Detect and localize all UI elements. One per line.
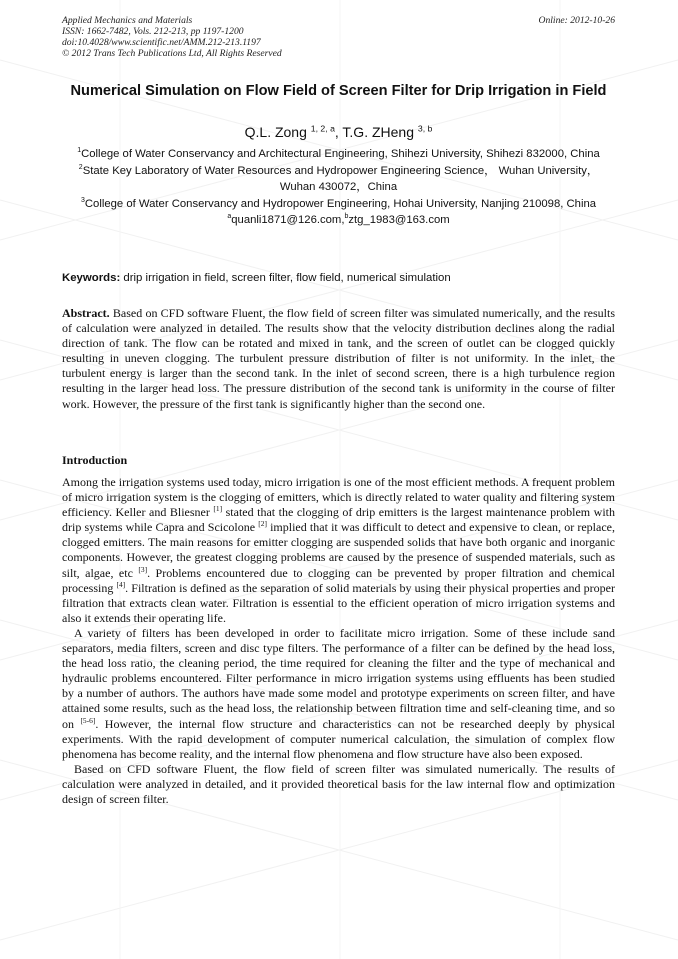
keywords-label: Keywords: (62, 272, 121, 284)
copyright-line: © 2012 Trans Tech Publications Ltd, All Rights Reserved (62, 48, 282, 59)
affiliation-2 (62, 163, 615, 196)
online-date: Online: 2012-10-26 (538, 15, 615, 26)
email-a[interactable]: quanli1871@126.com, (231, 214, 345, 227)
citation-ref-4[interactable]: [4] (116, 579, 126, 589)
author-separator: , (334, 124, 343, 140)
affiliation-3 (62, 196, 615, 213)
keywords-text: drip irrigation in field, screen filter, flow field, numerical simulation (120, 272, 451, 284)
author-1-name: Q.L. Zong (244, 124, 311, 140)
author-2-name: T.G. ZHeng (342, 124, 418, 140)
affiliation-1-text: College of Water Conservancy and Architectural Engineering, Shihezi University, Shihezi 832000, China (81, 148, 600, 160)
intro-paragraph-1 (62, 475, 615, 626)
journal-header (62, 15, 615, 59)
affiliation-2-text: State Key Laboratory of Water Resources and Hydropower Engineering Science， Wuhan University， Wuhan 430072，China (82, 164, 599, 194)
keywords (62, 270, 615, 286)
citation-ref-3[interactable]: [3] (138, 564, 148, 574)
intro-p1-text-2: stated that the clogging of drip emitters is the largest maintenance problem with drip systems while Capra and Scicolone (62, 505, 615, 535)
affiliations (62, 146, 615, 229)
abstract (62, 306, 615, 412)
author-emails (62, 212, 615, 229)
affiliation-1-mark: 1 (77, 147, 82, 155)
abstract-text: Based on CFD software Fluent, the flow field of screen filter was simulated numerically, and the results of calculation were analyzed in detailed. The results show that the velocity distribution declines along the radial direction of tank. The flow can be rotated and mixed in tank, and the screen of outlet can be clogged quickly resulting in uneven clogging. The turbulent pressure distribution of filter is not uniformity. In the inlet, the turbulent energy is larger than the second tank. In the inlet of second screen, there is a high turbulence region resulting in the larger head loss. The pressure distribution of the second tank is uniformity in the course of filter work. However, the pressure of the first tank is significantly higher than the second one. (62, 306, 615, 411)
author-list (62, 124, 615, 141)
journal-name: Applied Mechanics and Materials (62, 15, 193, 26)
intro-p1-text-5: . Filtration is defined as the separation of solid materials by using their physical properties and proper filtration that extracts clean water. Filtration is essential to the efficient operation of micro irrigation systems and also it extends their operating life. (62, 580, 615, 625)
citation-ref-1[interactable]: [1] (213, 504, 223, 514)
affiliation-3-text: College of Water Conservancy and Hydropower Engineering, Hohai University, Nanjing 210098, China (84, 197, 597, 210)
intro-p2-text-1: A variety of filters has been developed in order to facilitate micro irrigation. Some of these include sand separators, media filters, screen and disc type filters. The performance of a filter can be defined by the head loss, the head loss ratio, the cleaning period, the time required for cleaning the filter and the type of mechanical and hydraulic problems encountered. Filter performance in micro irrigation systems using effluents has been studied by a number of authors. The authors have made some model and prototype experiments on screen filter, and have attained some results, such as the head loss, the relationship between filtration time and self-cleaning time, and so on (62, 625, 615, 731)
affiliation-3-mark: 3 (80, 197, 85, 205)
intro-paragraph-2 (62, 626, 615, 762)
intro-p2-text-2: . However, the internal flow structure and characteristics can not be researched deeply by physical experiments. With the rapid development of computer numerical calculation, the simulation of complex flow phenomena has become reality, and the internal flow phenomena and flow structure have also been exposed. (62, 716, 615, 761)
citation-ref-2[interactable]: [2] (258, 519, 267, 529)
intro-paragraph-3: Based on CFD software Fluent, the flow field of screen filter was simulated numerically. The results of calculation were analyzed in detailed, and it provided theoretical basis for the law internal flow and optimization design of screen filter. (62, 761, 615, 806)
author-1-affiliation-mark: 1, 2, a (310, 123, 335, 134)
abstract-label: Abstract. (62, 306, 110, 320)
intro-p1-text-4: . Problems encountered due to clogging can be prevented by proper filtration and chemical processing (62, 565, 615, 595)
paper-title: Numerical Simulation on Flow Field of Screen Filter for Drip Irrigation in Field (70, 83, 607, 99)
introduction-body (62, 475, 615, 807)
affiliation-1 (62, 146, 615, 163)
author-2-affiliation-mark: 3, b (417, 123, 433, 134)
doi-line: doi:10.4028/www.scientific.net/AMM.212-213.1197 (62, 37, 261, 48)
citation-ref-5-6[interactable]: [5-6] (80, 715, 96, 725)
intro-p1-text-3: implied that it was difficult to detect and expensive to clean, or replace, clogged emitters. The main reasons for emitter clogging are suspended solids that have both organic and inorganic components. However, the greatest clogging problems are caused by the presence of suspended materials, such as silt, algae, etc (62, 520, 615, 580)
issn-line: ISSN: 1662-7482, Vols. 212-213, pp 1197-1200 (62, 26, 244, 37)
email-a-mark: a (227, 213, 232, 221)
introduction-heading: Introduction (62, 453, 128, 467)
intro-p1-text-1: Among the irrigation systems used today, micro irrigation is one of the most efficient methods. A frequent problem of micro irrigation system is the clogging of emitters, which is directly related to water quality and filtering system efficiency. Keller and Bliesner (62, 475, 615, 520)
email-b[interactable]: ztg_1983@163.com (348, 214, 450, 227)
affiliation-2-mark: 2 (78, 163, 83, 171)
email-b-mark: b (344, 213, 349, 221)
